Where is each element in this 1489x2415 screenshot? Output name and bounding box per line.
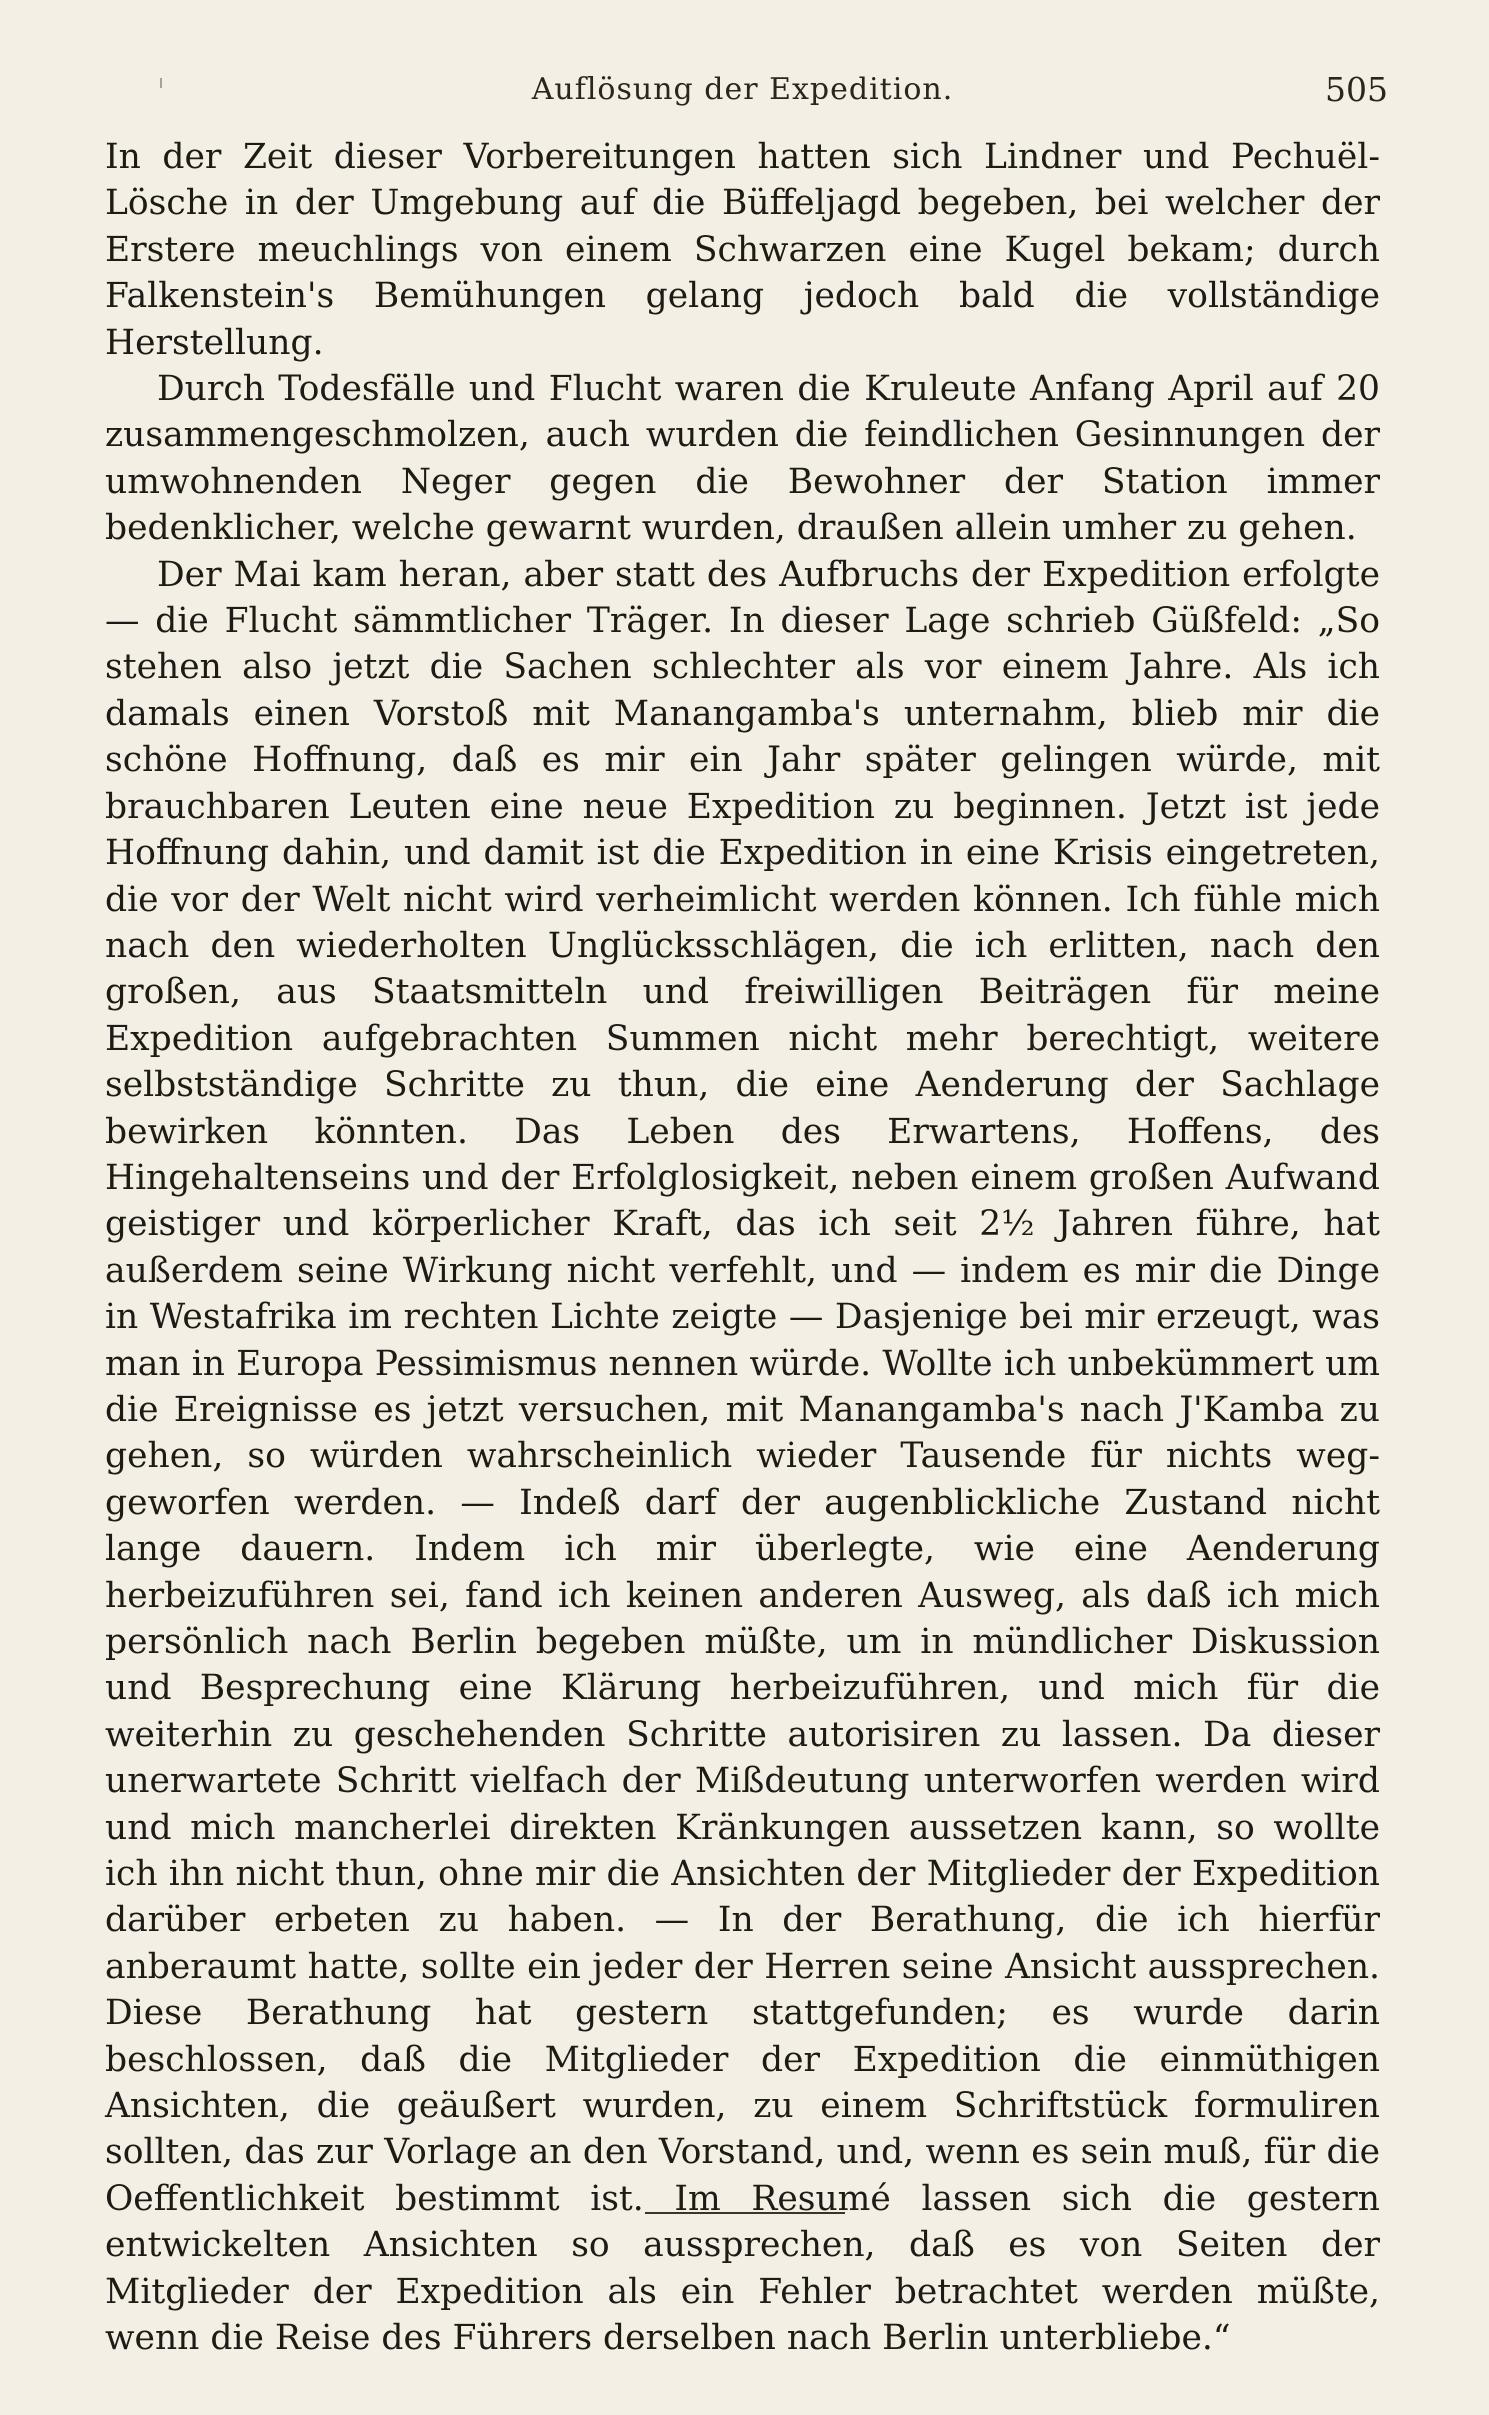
page-number: 505 <box>1325 70 1388 109</box>
body-text <box>105 134 1380 2362</box>
paragraph-3: Der Mai kam heran, aber statt des Aufbruchs der Expedition erfolgte — die Flucht sämmtlicher Träger. In dieser Lage schrieb Güßfeld: „So stehen also jetzt die Sachen schlechter als vor einem Jahre. Als ich damals einen Vorstoß mit Manangamba's unternahm, blieb mir die schöne Hoffnung, daß es mir ein Jahr später gelingen würde, mit brauchbaren Leuten eine neue Expedition zu beginnen. Jetzt ist jede Hoffnung dahin, und damit ist die Expedition in eine Krisis eingetreten, die vor der Welt nicht wird verheimlicht werden können. Ich fühle mich nach den wiederholten Unglücksschlägen, die ich erlitten, nach den großen, aus Staatsmitteln und freiwilligen Beiträgen für meine Expedition aufgebrachten Summen nicht mehr berechtigt, weitere selbstständige Schritte zu thun, die eine Aenderung der Sachlage bewirken könnten. Das Leben des Erwartens, Hoffens, des Hingehaltenseins und der Erfolglosigkeit, neben einem großen Aufwand geistiger und körperlicher Kraft, das ich seit 2½ Jahren führe, hat außerdem seine Wirkung nicht verfehlt, und — indem es mir die Dinge in Westafrika im rechten Lichte zeigte — Dasjenige bei mir erzeugt, was man in Europa Pessimismus nennen würde. Wollte ich unbekümmert um die Ereignisse es jetzt versuchen, mit Manangamba's nach J'Kamba zu gehen, so würden wahrscheinlich wieder Tausende für nichts weggeworfen werden. — Indeß darf der augenblickliche Zustand nicht lange dauern. Indem ich mir überlegte, wie eine Aenderung herbeizuführen sei, fand ich keinen anderen Ausweg, als daß ich mich persönlich nach Berlin begeben müßte, um in mündlicher Diskussion und Besprechung eine Klärung herbeizuführen, und mich für die weiterhin zu geschehenden Schritte autorisiren zu lassen. Da dieser unerwartete Schritt vielfach der Mißdeutung unterworfen werden wird und mich mancherlei direkten Kränkungen aussetzen kann, so wollte ich ihn nicht thun, ohne mir die Ansichten der Mitglieder der Expedition darüber erbeten zu haben. — In der Berathung, die ich hierfür anberaumt hatte, sollte ein jeder der Herren seine Ansicht aussprechen. Diese Berathung hat gestern stattgefunden; es wurde darin beschlossen, daß die Mitglieder der Expedition die einmüthigen Ansichten, die geäußert wurden, zu einem Schriftstück formuliren sollten, das zur Vorlage an den Vorstand, und, wenn es sein muß, für die Oeffentlichkeit bestimmt ist. Im Resumé lassen sich die gestern entwickelten Ansichten so aussprechen, daß es von Seiten der Mitglieder der Expedition als ein Fehler betrachtet werden müßte, wenn die Reise des Führers derselben nach Berlin unterbliebe.“ <box>105 554 1380 2359</box>
end-rule <box>645 2212 845 2214</box>
book-page <box>105 70 1388 2370</box>
running-header <box>105 70 1388 116</box>
paragraph-2: Durch Todesfälle und Flucht waren die Kruleute Anfang April auf 20 zusammengeschmolzen, auch wurden die feindlichen Gesinnungen der umwohnenden Neger gegen die Bewohner der Station immer bedenklicher, welche gewarnt wurden, draußen allein umher zu gehen. <box>105 369 1380 549</box>
running-title: Auflösung der Expedition. <box>531 72 954 107</box>
paragraph-1: In der Zeit dieser Vorbereitungen hatten sich Lindner und Pechuël-Lösche in der Umgebung auf die Büffeljagd begeben, bei welcher der Erstere meuchlings von einem Schwarzen eine Kugel bekam; durch Falkenstein's Bemühungen gelang jedoch bald die vollständige Herstellung. <box>105 137 1380 363</box>
